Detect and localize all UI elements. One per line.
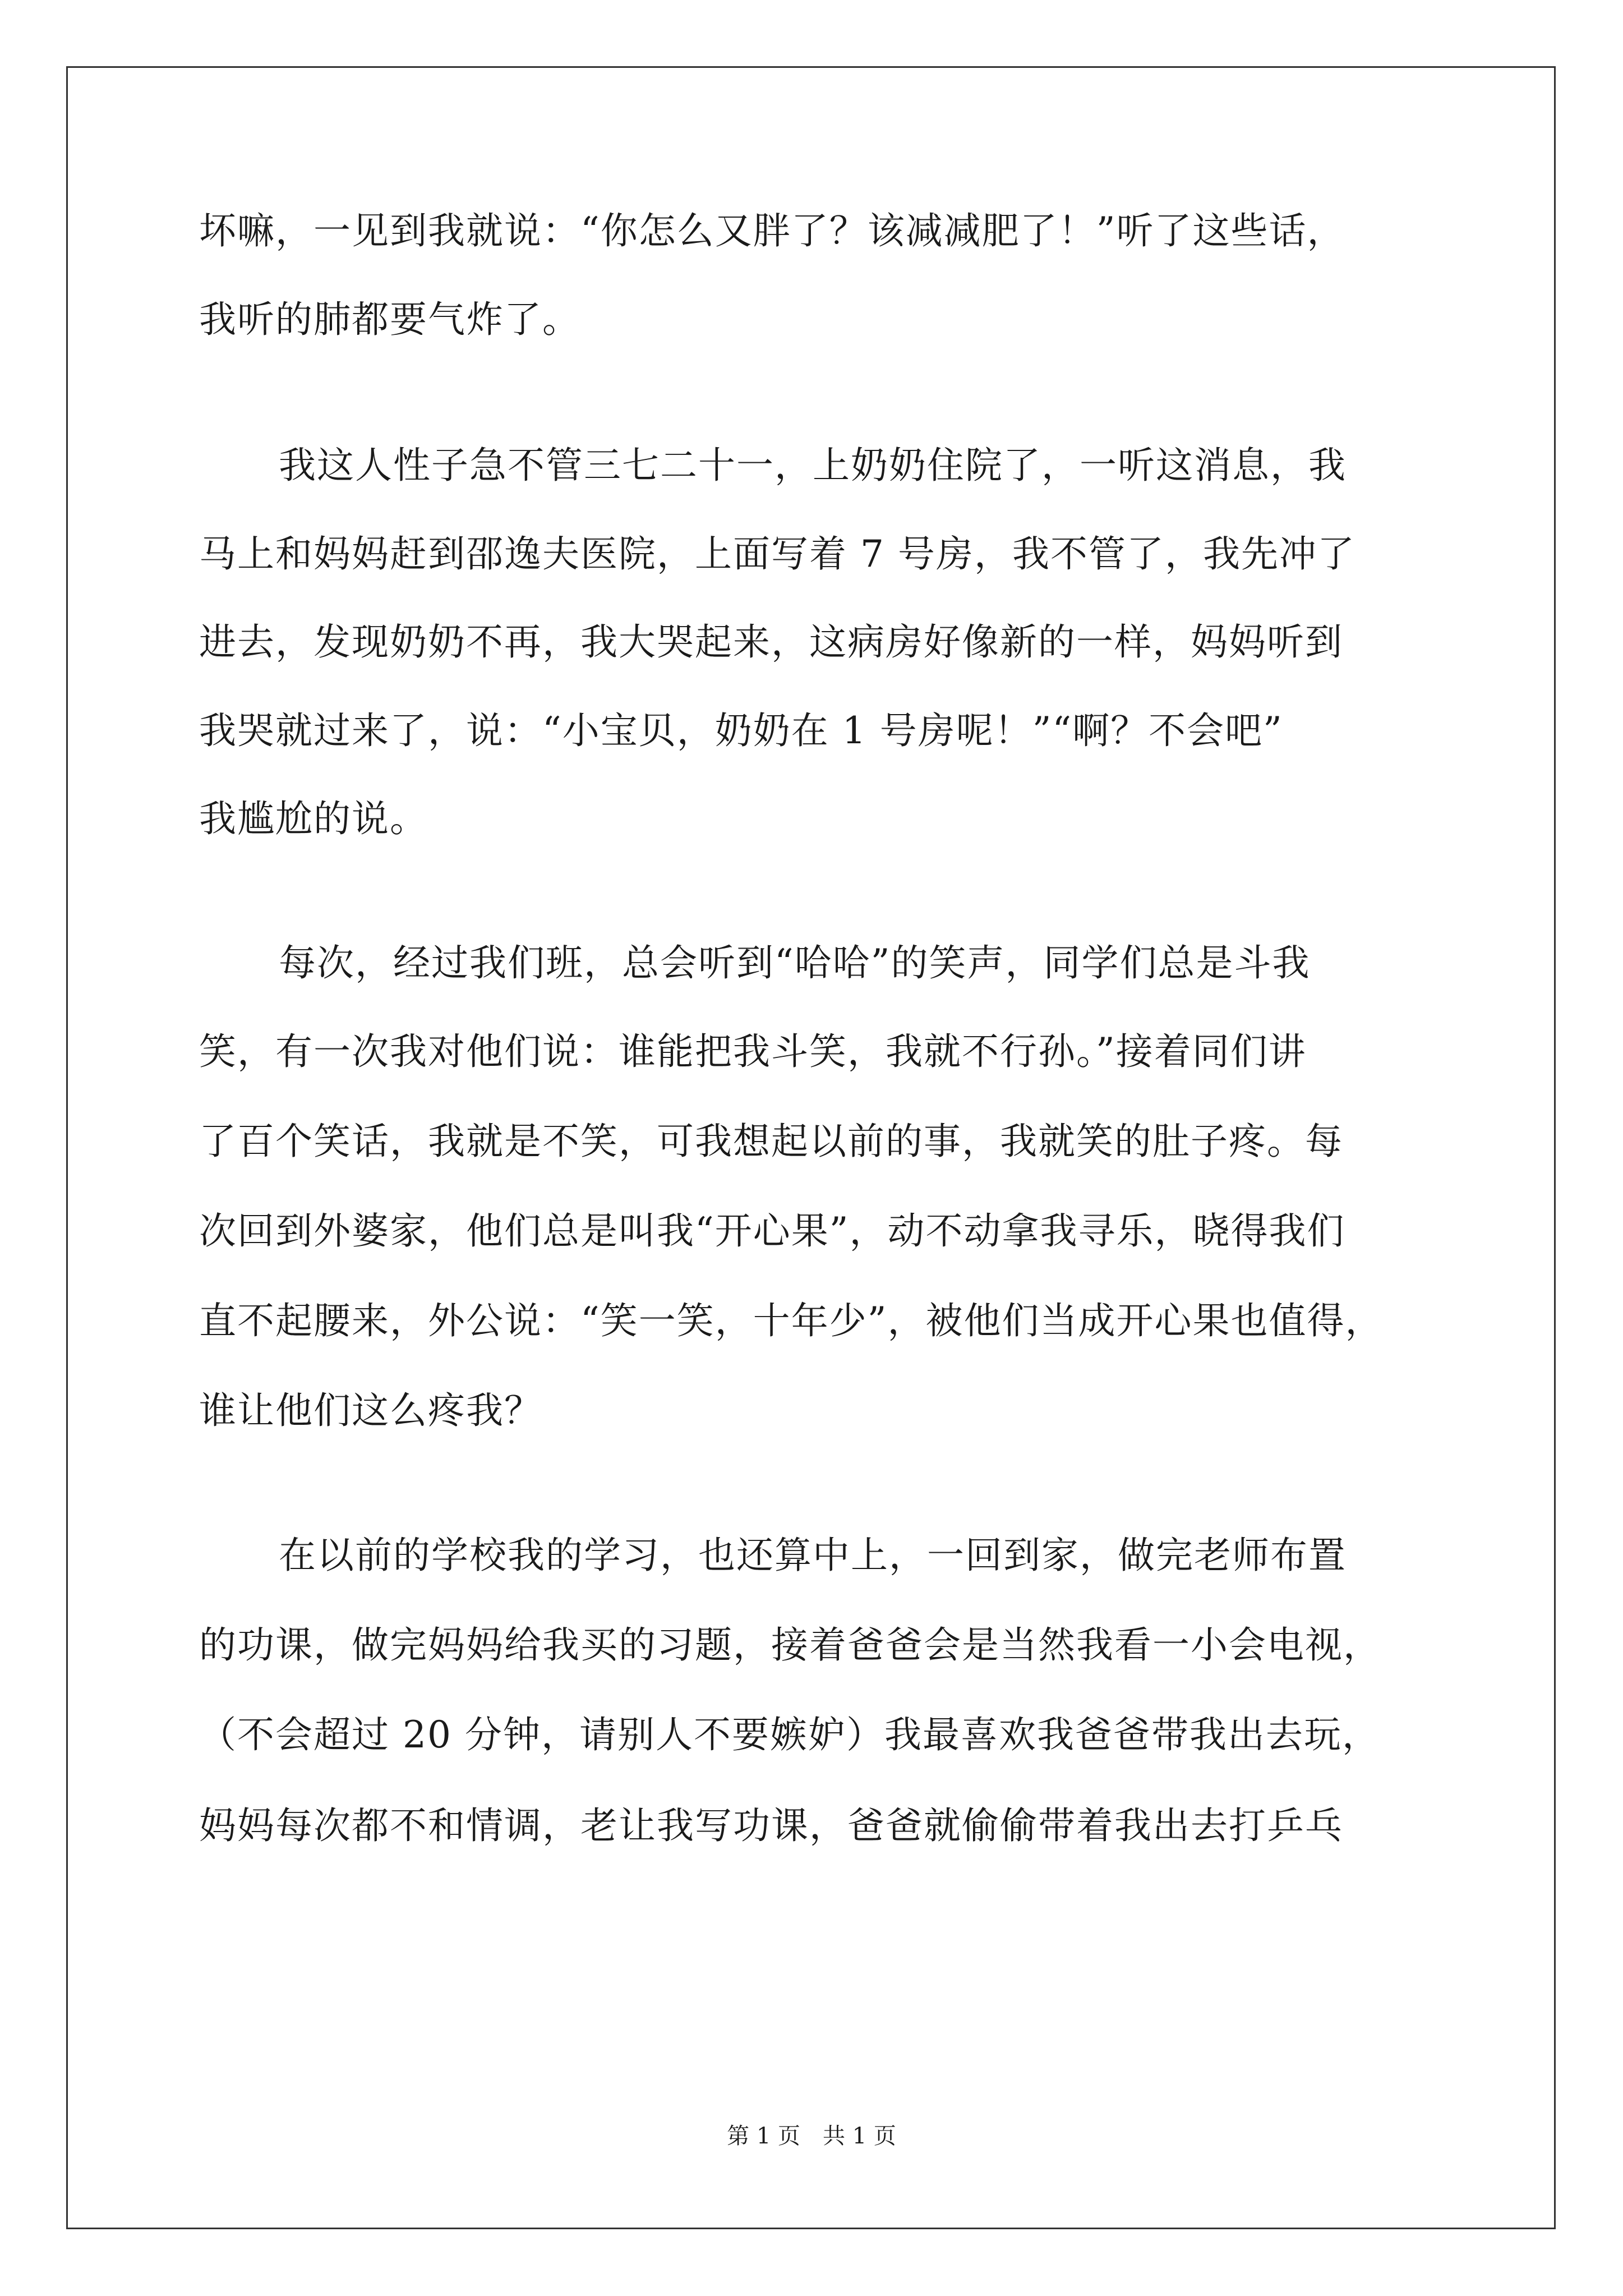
text-line: 我尴尬的说。 [199,797,428,840]
text-line: 谁让他们这么疼我？ [199,1389,542,1432]
text-line: 在以前的学校我的学习，也还算中上，一回到家，做完老师布置 [279,1534,1347,1577]
text-line: 我听的肺都要气炸了。 [199,298,580,341]
text-line: 笑，有一次我对他们说：谁能把我斗笑，我就不行孙。”接着同们讲 [199,1030,1307,1073]
text-line: （不会超过 20 分钟，请别人不要嫉妒）我最喜欢我爸爸带我出去玩， [199,1713,1380,1756]
text-line: 的功课，做完妈妈给我买的习题，接着爸爸会是当然我看一小会电视， [199,1623,1381,1667]
text-line: 次回到外婆家，他们总是叫我“开心果”，动不动拿我寻乐，晓得我们 [199,1209,1345,1253]
text-line: 我这人性子急不管三七二十一，上奶奶住院了，一听这消息，我 [279,444,1347,487]
text-line: 妈妈每次都不和情调，老让我写功课，爸爸就偷偷带着我出去打乒乓 [199,1804,1343,1847]
text-line: 马上和妈妈赶到邵逸夫医院，上面写着 7 号房，我不管了，我先冲了 [199,532,1355,576]
text-line: 了百个笑话，我就是不笑，可我想起以前的事，我就笑的肚子疼。每 [199,1120,1343,1163]
text-line: 每次，经过我们班，总会听到“哈哈”的笑声，同学们总是斗我 [279,941,1311,984]
text-line: 我哭就过来了，说：“小宝贝，奶奶在 1 号房呢！”“啊？不会吧” [199,709,1283,752]
page-number-footer: 第 1 页 共 1 页 [727,2123,896,2149]
text-line: 坏嘛，一见到我就说：“你怎么又胖了？该减减肥了！”听了这些话， [199,209,1345,252]
text-line: 直不起腰来，外公说：“笑一笑，十年少”，被他们当成开心果也值得， [199,1299,1384,1342]
text-line: 进去，发现奶奶不再，我大哭起来，这病房好像新的一样，妈妈听到 [199,620,1343,664]
